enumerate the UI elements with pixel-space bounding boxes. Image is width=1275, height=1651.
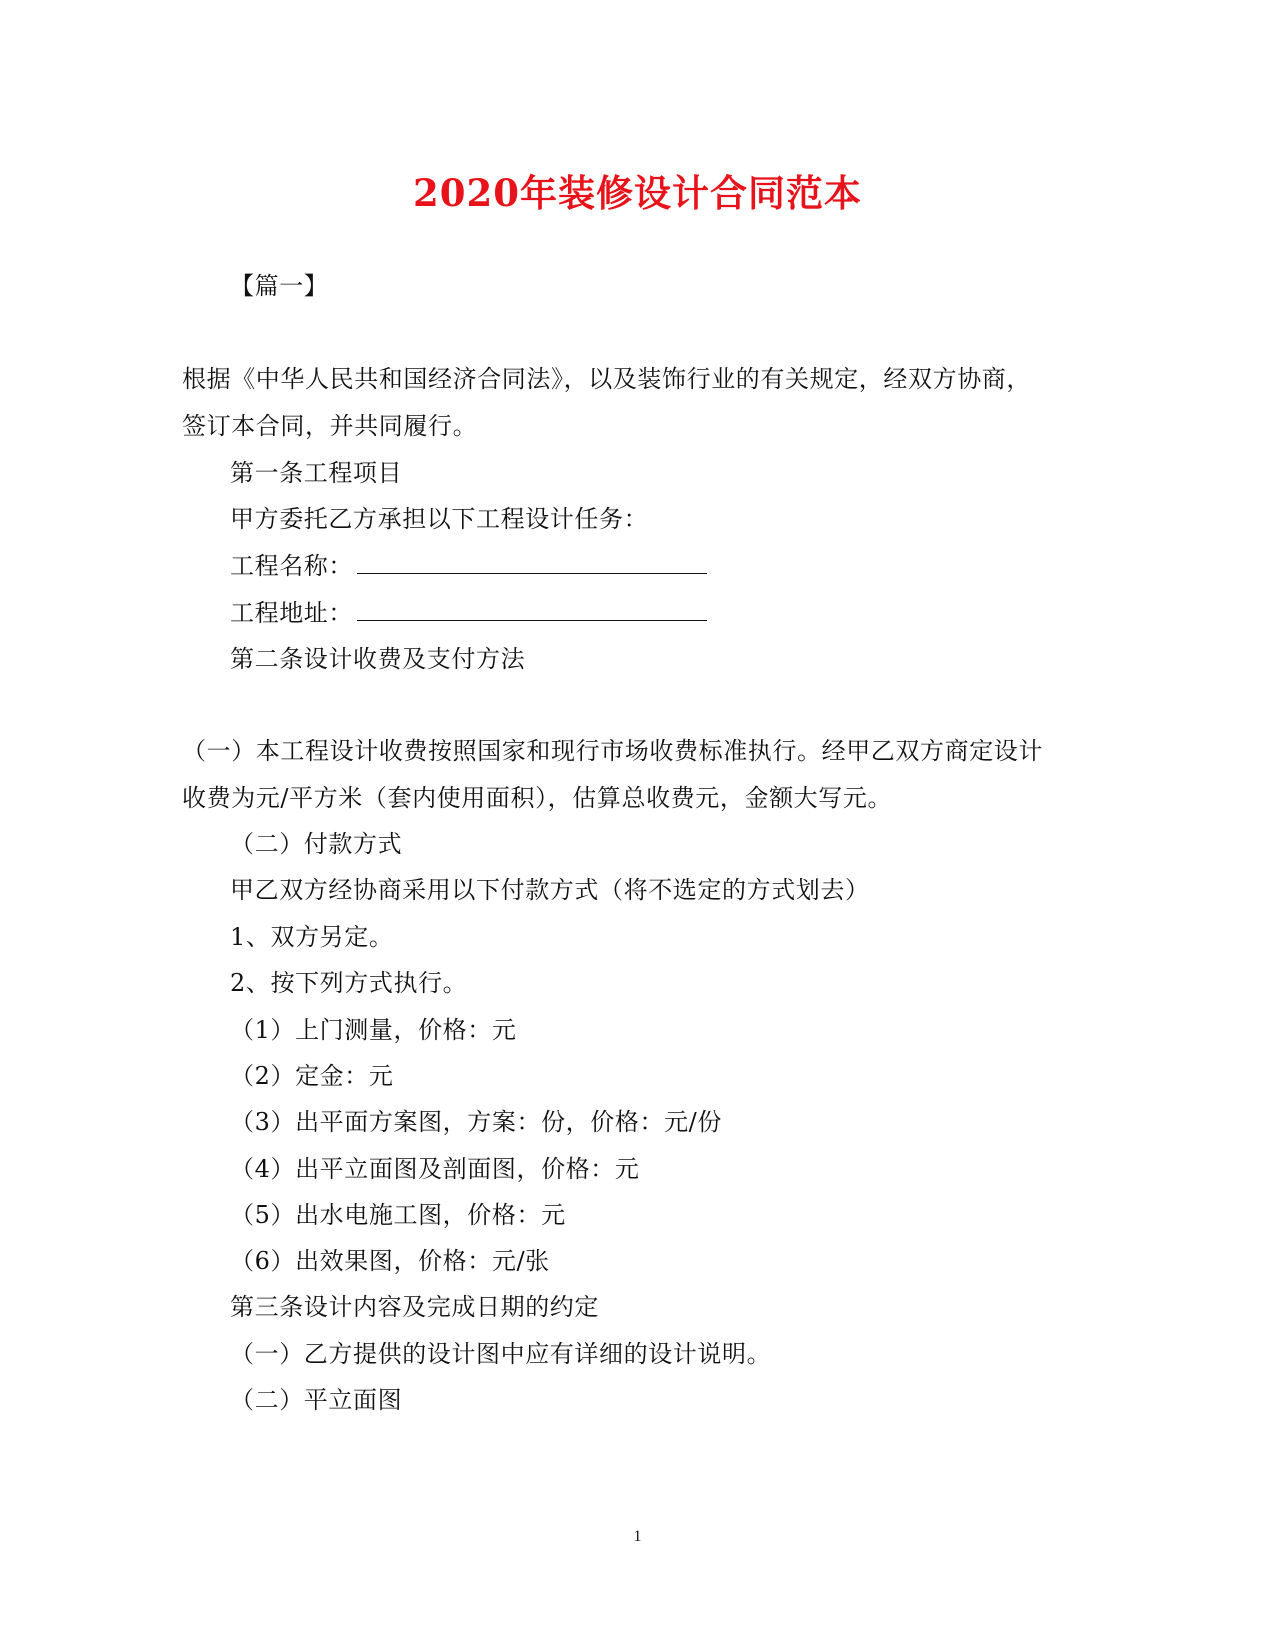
- payment-item-4: （4）出平立面图及剖面图，价格：元: [230, 1155, 640, 1183]
- page-number: 1: [633, 1528, 642, 1545]
- project-address-blank: [357, 598, 707, 621]
- payment-method-text: 甲乙双方经协商采用以下付款方式（将不选定的方式划去）: [230, 876, 870, 904]
- payment-item-3: （3）出平面方案图，方案：份，价格：元/份: [230, 1108, 722, 1136]
- project-address-line: [230, 597, 707, 629]
- article-2-title: 第二条设计收费及支付方法: [230, 645, 526, 673]
- article-3-item-1: （一）乙方提供的设计图中应有详细的设计说明。: [230, 1340, 772, 1368]
- payment-method-title: （二）付款方式: [230, 830, 403, 858]
- payment-item-1: （1）上门测量，价格：元: [230, 1016, 517, 1044]
- payment-item-2: （2）定金：元: [230, 1062, 394, 1090]
- payment-item-6: （6）出效果图，价格：元/张: [230, 1247, 550, 1275]
- article-1-title: 第一条工程项目: [230, 459, 403, 487]
- intro-paragraph-line-2: 签订本合同，并共同履行。: [182, 412, 478, 440]
- intro-paragraph-line-1: 根据《中华人民共和国经济合同法》，以及装饰行业的有关规定，经双方协商，: [182, 365, 1031, 393]
- fee-paragraph-line-2: 收费为元/平方米（套内使用面积），估算总收费元，金额大写元。: [182, 784, 893, 812]
- project-address-label: 工程地址：: [230, 599, 353, 627]
- project-name-blank: [357, 551, 707, 574]
- project-name-label: 工程名称：: [230, 552, 353, 580]
- article-3-title: 第三条设计内容及完成日期的约定: [230, 1293, 599, 1321]
- payment-item-5: （5）出水电施工图，价格：元: [230, 1201, 566, 1229]
- document-title: 2020年装修设计合同范本: [413, 171, 862, 215]
- project-name-line: [230, 550, 707, 582]
- payment-option-2: 2、按下列方式执行。: [230, 969, 468, 997]
- payment-option-1: 1、双方另定。: [230, 923, 394, 951]
- article-1-text: 甲方委托乙方承担以下工程设计任务：: [230, 505, 649, 533]
- fee-paragraph-line-1: （一）本工程设计收费按照国家和现行市场收费标准执行。经甲乙双方商定设计: [182, 737, 1043, 765]
- section-label: 【篇一】: [230, 272, 329, 300]
- article-3-item-2: （二）平立面图: [230, 1386, 403, 1414]
